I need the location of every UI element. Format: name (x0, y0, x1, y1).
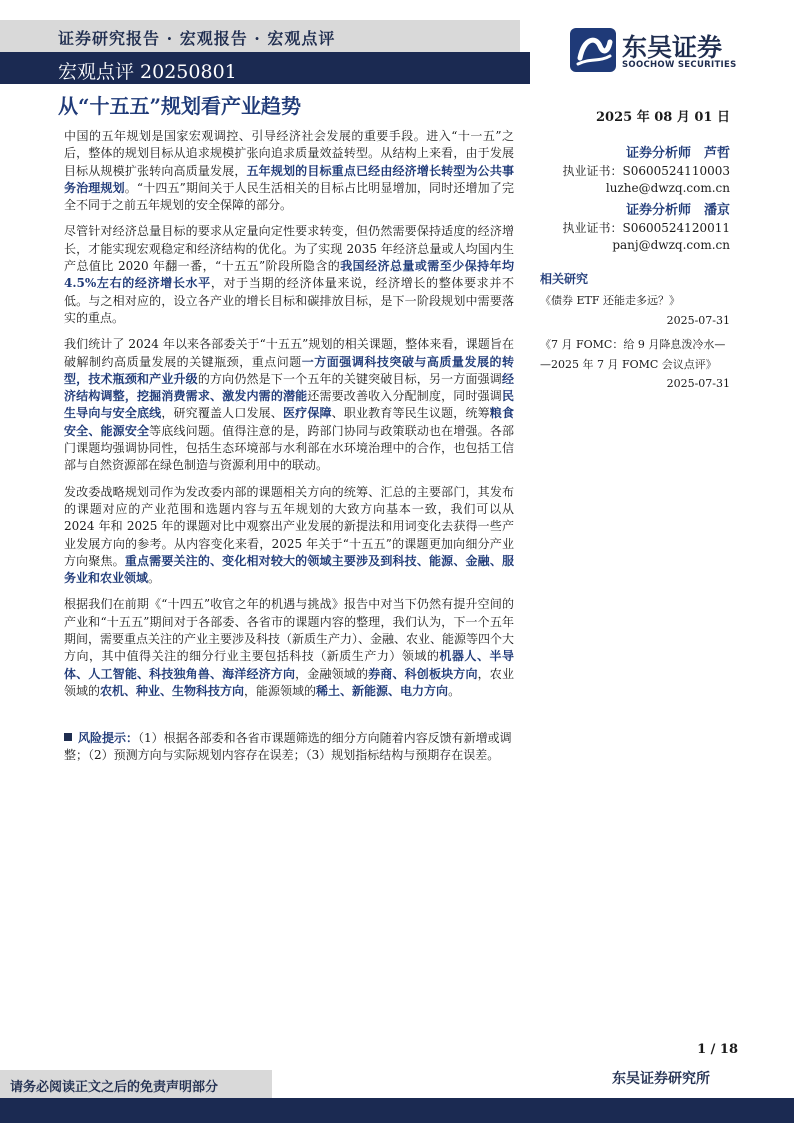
bottom-band (0, 1098, 794, 1123)
p4-highlight: 重点需要关注的、变化相对较大的领域主要涉及到科技、能源、金融、服务业和农业领域 (64, 553, 514, 586)
p3-highlight: 民生导向与安全底线 (64, 389, 514, 421)
risk-warning (64, 730, 514, 765)
related-item-1-title[interactable]: 《债券 ETF 还能走多远？》 (540, 294, 680, 307)
p1-text: 中国的五年规划是国家宏观调控、引导经济社会发展的重要手段。进入“十一五”之后，整体的规划目标从追求规模扩张向追求质量效益转型。从结构上来看，由于发展目标从规模扩张转向高质量发展， (64, 129, 514, 178)
p5-text: 。 (448, 683, 461, 698)
paragraph-2 (64, 223, 514, 327)
analyst-2-email[interactable]: panj@dwzq.com.cn (612, 238, 730, 252)
p3-text: 还需要改善收入分配制度，同时强调 (307, 389, 502, 404)
analyst-1-cert: 执业证书：S0600524110003 (562, 164, 730, 178)
p5-highlight: 农机、种业、生物科技方向 (100, 683, 245, 698)
p3-highlight: 一方面强调科技突破与高质量发展的转型，技术瓶颈和产业升级 (64, 354, 514, 386)
p1-highlight: 五年规划的目标重点已经由经济增长转型为公共事务治理规划 (64, 163, 514, 195)
p3-text: 等底线问题。值得注意的是，跨部门协同与政策联动也在增强。各部门课题均强调协同性，包括生态环境部与水利部在水环境治理中的合作，也包括工信部与自然资源部在绿色制造与资源利用中的联动。 (64, 423, 514, 473)
report-body (64, 128, 514, 709)
risk-text: （1）根据各部委和各省市课题筛选的细分方向随着内容反馈有新增或调整；（2）预测方向与实际规划内容存在误差；（3）规划指标结构与预期存在误差。 (64, 731, 512, 763)
p2-highlight: 我国经济总量或需至少保持年均 4.5%左右的经济增长水平 (64, 259, 514, 291)
disclaimer-note[interactable]: 请务必阅读正文之后的免责声明部分 (10, 1080, 219, 1095)
p4-text: 发改委战略规划司作为发改委内部的课题相关方向的统筹、汇总的主要部门，其发布的课题对应的产业范围和选题内容与五年规划的大致方向基本一致，我们可以从 2024 年和 2025 年的课题对比中观察出产业发展的新提法和用词变化去获得一些产业发展方向的参考。从内容变化来看，2025 年关于“十五五”的课题更加向细分产业方向聚焦。 (64, 484, 514, 568)
p2-text: 尽管针对经济总量目标的要求从定量向定性要求转变，但仍然需要保持适度的经济增长，才能实现宏观稳定和经济结构的优化。为了实现 2035 年经济总量或人均国内生产总值比 2020 年翻一番，“十五五”阶段所隐含的 (64, 224, 514, 274)
related-research-heading: 相关研究 (540, 272, 589, 286)
p2-text: ，对于当期的经济体量来说，经济增长的整体要求并不低。与之相对应的，设立各产业的增长目标和碳排放目标，是下一阶段规划中需要落实的重点。 (64, 276, 514, 325)
paragraph-5 (64, 596, 514, 700)
p5-highlight: 机器人、半导体、人工智能、科技独角兽、海洋经济方向 (64, 649, 514, 681)
report-type: 宏观点评 20250801 (58, 61, 237, 83)
page-number: 1 / 18 (697, 1042, 738, 1057)
related-item-2-date: 2025-07-31 (666, 377, 730, 390)
report-title: 从“十五五”规划看产业趋势 (58, 94, 302, 118)
paragraph-3 (64, 336, 514, 474)
institute-name: 东吴证券研究所 (612, 1071, 710, 1087)
p3-highlight: 医疗保障 (282, 406, 332, 421)
p3-text: 我们统计了 2024 年以来各部委关于“十五五”规划的相关课题，整体来看，课题旨在破解制约高质量发展的关键瓶颈，重点问题 (64, 337, 514, 369)
logo-chinese-name: 东吴证券 (622, 33, 723, 62)
p3-text: 、职业教育等民生议题，统筹 (331, 406, 490, 421)
report-category: 证券研究报告 · 宏观报告 · 宏观点评 (58, 29, 336, 48)
p3-highlight: 经济结构调整，挖掘消费需求、激发内需的潜能 (64, 371, 514, 404)
related-item-1-date: 2025-07-31 (666, 314, 730, 327)
analyst-2-role: 证券分析师 潘京 (625, 203, 730, 218)
p5-text: ，农业领域的 (64, 666, 514, 698)
p5-text: 根据我们在前期《“十四五”收官之年的机遇与挑战》报告中对当下仍然有提升空间的产业和“十五五”期间对于各部委、各省市的课题内容的整理，我们认为，下一个五年期间，需要重点关注的产业主要涉及科技（新质生产力）、金融、农业、能源等四个大方向，其中值得关注的细分行业主要包括科技（新质生产力）领域的 (64, 597, 515, 664)
logo-english-name: SOOCHOW SECURITIES (622, 60, 737, 70)
p5-highlight: 券商、科创板块方向 (368, 666, 478, 681)
p1-text: 。“十四五”期间关于人民生活相关的目标占比明显增加，同时还增加了完全不同于之前五年规划的安全保障的部分。 (64, 180, 514, 213)
analyst-2-cert: 执业证书：S0600524120011 (562, 221, 730, 235)
p5-text: ，金融领域的 (295, 666, 369, 681)
analyst-1-email[interactable]: luzhe@dwzq.com.cn (605, 181, 730, 195)
p3-text: ，研究覆盖人口发展、 (161, 406, 283, 421)
related-item-2-title-line1[interactable]: 《7 月 FOMC：给 9 月降息泼冷水— (540, 338, 726, 351)
p3-highlight: 粮食安全、能源安全 (64, 406, 514, 438)
related-item-2-title-line2[interactable]: —2025 年 7 月 FOMC 会议点评》 (540, 358, 717, 371)
paragraph-1 (64, 128, 514, 214)
report-date: 2025 年 08 月 01 日 (596, 110, 730, 125)
p5-highlight: 稀土、新能源、电力方向 (316, 683, 449, 698)
risk-label: 风险提示： (78, 731, 139, 745)
p4-text: 。 (148, 571, 161, 586)
p3-text: 的方向仍然是下一个五年的关键突破目标，另一方面强调 (197, 371, 502, 386)
analyst-1-role: 证券分析师 芦哲 (625, 146, 730, 161)
paragraph-4 (64, 484, 514, 588)
p5-text: ，能源领域的 (244, 683, 317, 698)
soochow-logo-icon (570, 28, 616, 72)
square-bullet-icon (64, 733, 72, 741)
